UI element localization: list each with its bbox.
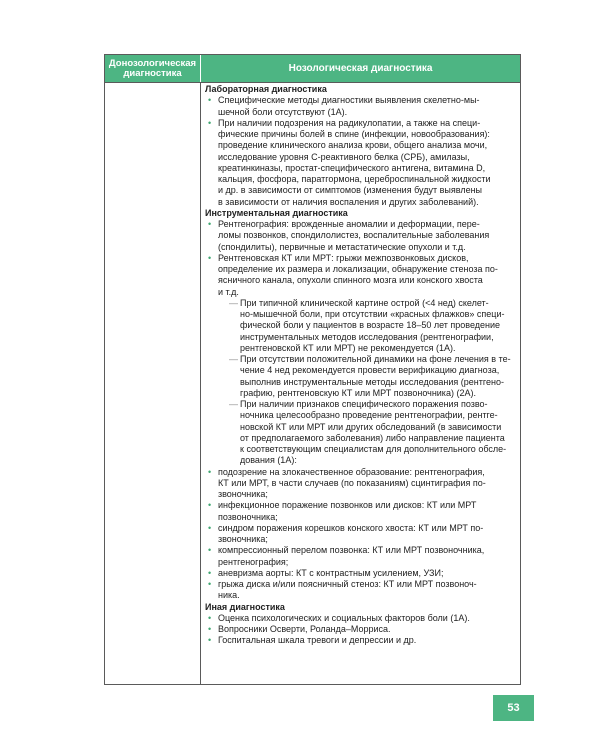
sub-item-continuation: выполнив инструментальные методы исследования (рентгено- xyxy=(240,376,504,387)
bullet-icon: • xyxy=(208,500,212,511)
list-item-continuation: ломы позвонков, спондилолистез, воспалительные заболевания xyxy=(218,230,490,241)
list-item-continuation: звоночника; xyxy=(218,534,268,544)
bullet-icon: • xyxy=(208,624,212,634)
sub-item-continuation: рентгеновской КТ или МРТ) не рекомендуется (1А). xyxy=(240,342,456,353)
list-item: • грыжа диска и/или поясничный стеноз: КТ или МРТ позвоноч- xyxy=(208,579,477,589)
header-nosological: Нозологическая диагностика xyxy=(288,63,433,74)
section-title-other: Иная диагностика xyxy=(205,601,285,612)
sub-item-continuation: дования (1А): xyxy=(240,455,297,466)
dash-icon: — xyxy=(229,399,238,409)
list-item-continuation: КТ или МРТ, в части случаев (по показаниям) сцинтиграфия по- xyxy=(218,477,486,488)
sub-item-continuation: к соответствующим специалистам для дополнительного обсле- xyxy=(240,444,507,454)
list-item-continuation: фические причины болей в спине (инфекции, новообразования): xyxy=(218,129,490,139)
bullet-icon: • xyxy=(208,545,212,556)
page-number: 53 xyxy=(493,695,534,721)
bullet-icon: • xyxy=(208,117,212,128)
bullet-icon: • xyxy=(208,567,212,578)
section-title-instrumental: Инструментальная диагностика xyxy=(205,207,348,218)
list-item: • Специфические методы диагностики выявления скелетно-мы- xyxy=(208,95,480,106)
list-item: • компрессионный перелом позвонка: КТ или МРТ позвоночника, xyxy=(208,545,485,556)
list-item: • Рентгеновская КТ или МРТ: грыжи межпозвонковых дисков, xyxy=(208,252,469,263)
list-item: • инфекционное поражение позвонков или дисков: КТ или МРТ xyxy=(208,500,477,511)
list-item: • подозрение на злокачественное образование: рентгенография, xyxy=(208,466,485,477)
list-item-continuation: звоночника; xyxy=(218,489,268,499)
list-item: • Оценка психологических и социальных факторов боли (1А). xyxy=(208,612,470,623)
list-item: • Вопросники Осверти, Роланда–Морриса. xyxy=(208,624,391,634)
list-item: • аневризма аорты: КТ с контрастным усилением, УЗИ; xyxy=(208,567,444,578)
sub-item-continuation: от предполагаемого заболевания) либо направление пациента xyxy=(240,432,505,443)
sub-item-continuation: инструментальных методов исследования (рентгенографии, xyxy=(240,331,494,342)
sub-item: — При типичной клинической картине острой (<4 нед) скелет- xyxy=(229,297,489,308)
list-item-continuation: рентгенография; xyxy=(218,556,289,567)
sub-item-continuation: чение 4 нед рекомендуется провести верификацию диагноза, xyxy=(240,365,500,376)
sub-item-continuation: новской КТ или МРТ или других обследований (в зависимости xyxy=(240,421,502,432)
dash-icon: — xyxy=(229,297,238,308)
nosological-content xyxy=(205,84,517,647)
list-item-continuation: и др. в зависимости от симптомов (изменения будут выявлены xyxy=(218,185,483,196)
section-title-lab: Лабораторная диагностика xyxy=(205,84,327,94)
sub-item: — При отсутствии положительной динамики на фоне лечения в те- xyxy=(229,354,511,364)
list-item-continuation: креатинкиназы, простат-специфического антигена, витамина D, xyxy=(218,162,486,173)
list-item-continuation: позвоночника; xyxy=(218,511,278,522)
list-item-continuation: и т.д. xyxy=(218,286,239,297)
list-item-continuation: проведение клинического анализа крови, общего анализа мочи, xyxy=(218,140,488,151)
table-header xyxy=(105,55,520,82)
bullet-icon: • xyxy=(208,466,212,477)
list-item-continuation: в зависимости от наличия воспаления и других заболеваний). xyxy=(218,196,479,207)
list-item-continuation: исследование уровня С-реактивного белка (СРБ), амилазы, xyxy=(218,151,470,162)
sub-item-continuation: но-мышечной боли, при отсутствии «красных флажков» специ- xyxy=(240,309,505,319)
list-item-continuation: (спондилиты), первичные и метастатические опухоли и т.д. xyxy=(218,241,466,252)
list-item-continuation: ника. xyxy=(218,590,240,601)
header-prenosological: Донозологическая диагностика xyxy=(105,55,201,82)
bullet-icon: • xyxy=(208,252,212,263)
header-divider xyxy=(105,82,520,83)
bullet-icon: • xyxy=(208,579,212,589)
diagnostics-table xyxy=(104,54,521,685)
list-item: • Рентгенография: врожденные аномалии и деформации, пере- xyxy=(208,219,480,229)
bullet-icon: • xyxy=(208,219,212,229)
list-item-continuation: шечной боли отсутствуют (1А). xyxy=(218,106,348,117)
list-item: • При наличии подозрения на радикулопатии, а также на специ- xyxy=(208,117,481,128)
bullet-icon: • xyxy=(208,635,212,646)
bullet-icon: • xyxy=(208,522,212,533)
dash-icon: — xyxy=(229,354,238,364)
list-item: • синдром поражения корешков конского хвоста: КТ или МРТ по- xyxy=(208,522,484,533)
bullet-icon: • xyxy=(208,612,212,623)
sub-item-continuation: графию, рентгеновскую КТ или МРТ позвоночника) (2А). xyxy=(240,387,476,398)
sub-item: — При наличии признаков специфического поражения позво- xyxy=(229,399,488,409)
list-item: • Госпитальная шкала тревоги и депрессии и др. xyxy=(208,635,417,646)
sub-item-continuation: фической боли у пациентов в возрасте 18–50 лет проведение xyxy=(240,320,501,331)
list-item-continuation: кальция, фосфора, паратгормона, цереброспинальной жидкости xyxy=(218,174,491,184)
list-item-continuation: ясничного канала, опухоли спинного мозга или конского хвоста xyxy=(218,275,483,286)
list-item-continuation: определение их размера и локализации, обнаружение стеноза по- xyxy=(218,264,498,274)
sub-item-continuation: ночника целесообразно проведение рентгенографии, рентге- xyxy=(240,410,498,421)
bullet-icon: • xyxy=(208,95,212,106)
column-divider xyxy=(200,82,201,684)
